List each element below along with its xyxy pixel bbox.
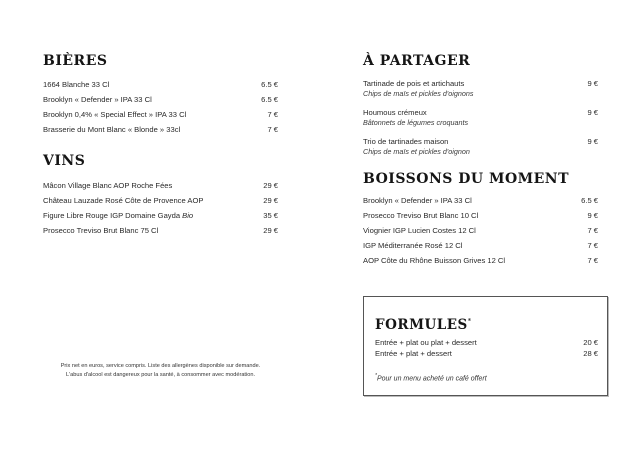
item-price: 35 €: [263, 211, 278, 220]
item-price: 7 €: [267, 110, 278, 119]
item-price: 7 €: [587, 241, 598, 250]
item-price: 29 €: [263, 181, 278, 190]
item-price: 20 €: [583, 338, 598, 347]
partager-list: [363, 76, 598, 157]
footnote-star: *: [375, 373, 377, 379]
right-column: [363, 52, 598, 268]
boissons-list: [363, 193, 598, 268]
list-item: [363, 193, 598, 208]
item-description: Chips de maïs et pickles d'oignon: [363, 147, 470, 156]
list-item: [363, 223, 598, 238]
list-item: [43, 107, 278, 122]
item-price: 29 €: [263, 226, 278, 235]
item-name: Brooklyn « Defender » IPA 33 Cl: [363, 196, 472, 205]
list-item: [375, 338, 598, 349]
list-item: [43, 178, 278, 193]
list-item: [43, 77, 278, 92]
item-name: IGP Méditerranée Rosé 12 Cl: [363, 241, 463, 250]
item-name: AOP Côte du Rhône Buisson Grives 12 Cl: [363, 256, 506, 265]
item-name: Brooklyn 0,4% « Special Effect » IPA 33 Cl: [43, 110, 187, 119]
item-name-italic: Bio: [182, 211, 194, 220]
item-name: Houmous crémeux: [363, 108, 427, 117]
legal-note-line1: Prix net en euros, service compris. Liste des allergènes disponible sur demande.: [60, 363, 261, 369]
list-item: [43, 92, 278, 107]
item-description: Bâtonnets de légumes croquants: [363, 118, 469, 127]
item-name: Entrée + plat ou plat + dessert: [375, 338, 477, 347]
formules-heading: [375, 313, 598, 334]
item-price: 7 €: [587, 226, 598, 235]
list-item: [43, 223, 278, 238]
list-item: [363, 238, 598, 253]
bieres-heading: BIÈRES: [43, 53, 108, 69]
item-name: Viognier IGP Lucien Costes 12 Cl: [363, 226, 476, 235]
item-name: Château Lauzade Rosé Côte de Provence AOP: [43, 196, 204, 205]
item-price: 6.5 €: [581, 196, 598, 205]
item-price: 29 €: [263, 196, 278, 205]
item-price: 7 €: [587, 256, 598, 265]
item-description: Chips de maïs et pickles d'oignons: [363, 89, 474, 98]
legal-note: [38, 362, 283, 380]
list-item: [375, 349, 598, 360]
item-price: 6.5 €: [261, 95, 278, 104]
bieres-list: [43, 77, 278, 137]
item-price: 9 €: [587, 108, 598, 117]
item-name: Trio de tartinades maison: [363, 137, 449, 146]
item-price: 9 €: [587, 79, 598, 88]
partager-heading: À PARTAGER: [363, 53, 471, 69]
left-column: [43, 52, 278, 238]
footnote-text: Pour un menu acheté un café offert: [376, 375, 487, 383]
item-price: 7 €: [267, 125, 278, 134]
item-price: 6.5 €: [261, 80, 278, 89]
vins-list: [43, 178, 278, 238]
list-item: [363, 253, 598, 268]
item-name: Mâcon Village Blanc AOP Roche Fées: [43, 181, 173, 190]
item-price: 9 €: [587, 137, 598, 146]
list-item: [363, 208, 598, 223]
item-name: Tartinade de pois et artichauts: [363, 79, 465, 88]
list-item: [363, 105, 598, 128]
item-price: 9 €: [587, 211, 598, 220]
formules-footnote: [375, 373, 598, 382]
item-name: Figure Libre Rouge IGP Domaine Gayda: [43, 211, 181, 220]
item-name: Entrée + plat + dessert: [375, 348, 452, 358]
item-name: Prosecco Treviso Brut Blanc 10 Cl: [363, 211, 479, 220]
item-name: Brasserie du Mont Blanc « Blonde » 33cl: [43, 125, 181, 134]
list-item: [43, 122, 278, 137]
item-name: Prosecco Treviso Brut Blanc 75 Cl: [43, 226, 159, 235]
boissons-heading: BOISSONS DU MOMENT: [363, 171, 570, 187]
list-item: [363, 134, 598, 157]
list-item: [363, 76, 598, 99]
formules-box: [363, 296, 608, 396]
formules-title: FORMULES: [375, 317, 468, 333]
formules-star: *: [467, 318, 472, 325]
legal-note-line2: L'abus d'alcool est dangereux pour la santé, à consommer avec modération.: [65, 372, 256, 378]
vins-heading: VINS: [43, 153, 86, 169]
list-item: [43, 208, 278, 223]
item-name: Brooklyn « Defender » IPA 33 Cl: [43, 95, 152, 104]
list-item: [43, 193, 278, 208]
item-name: 1664 Blanche 33 Cl: [43, 80, 110, 89]
item-price: 28 €: [583, 348, 598, 358]
